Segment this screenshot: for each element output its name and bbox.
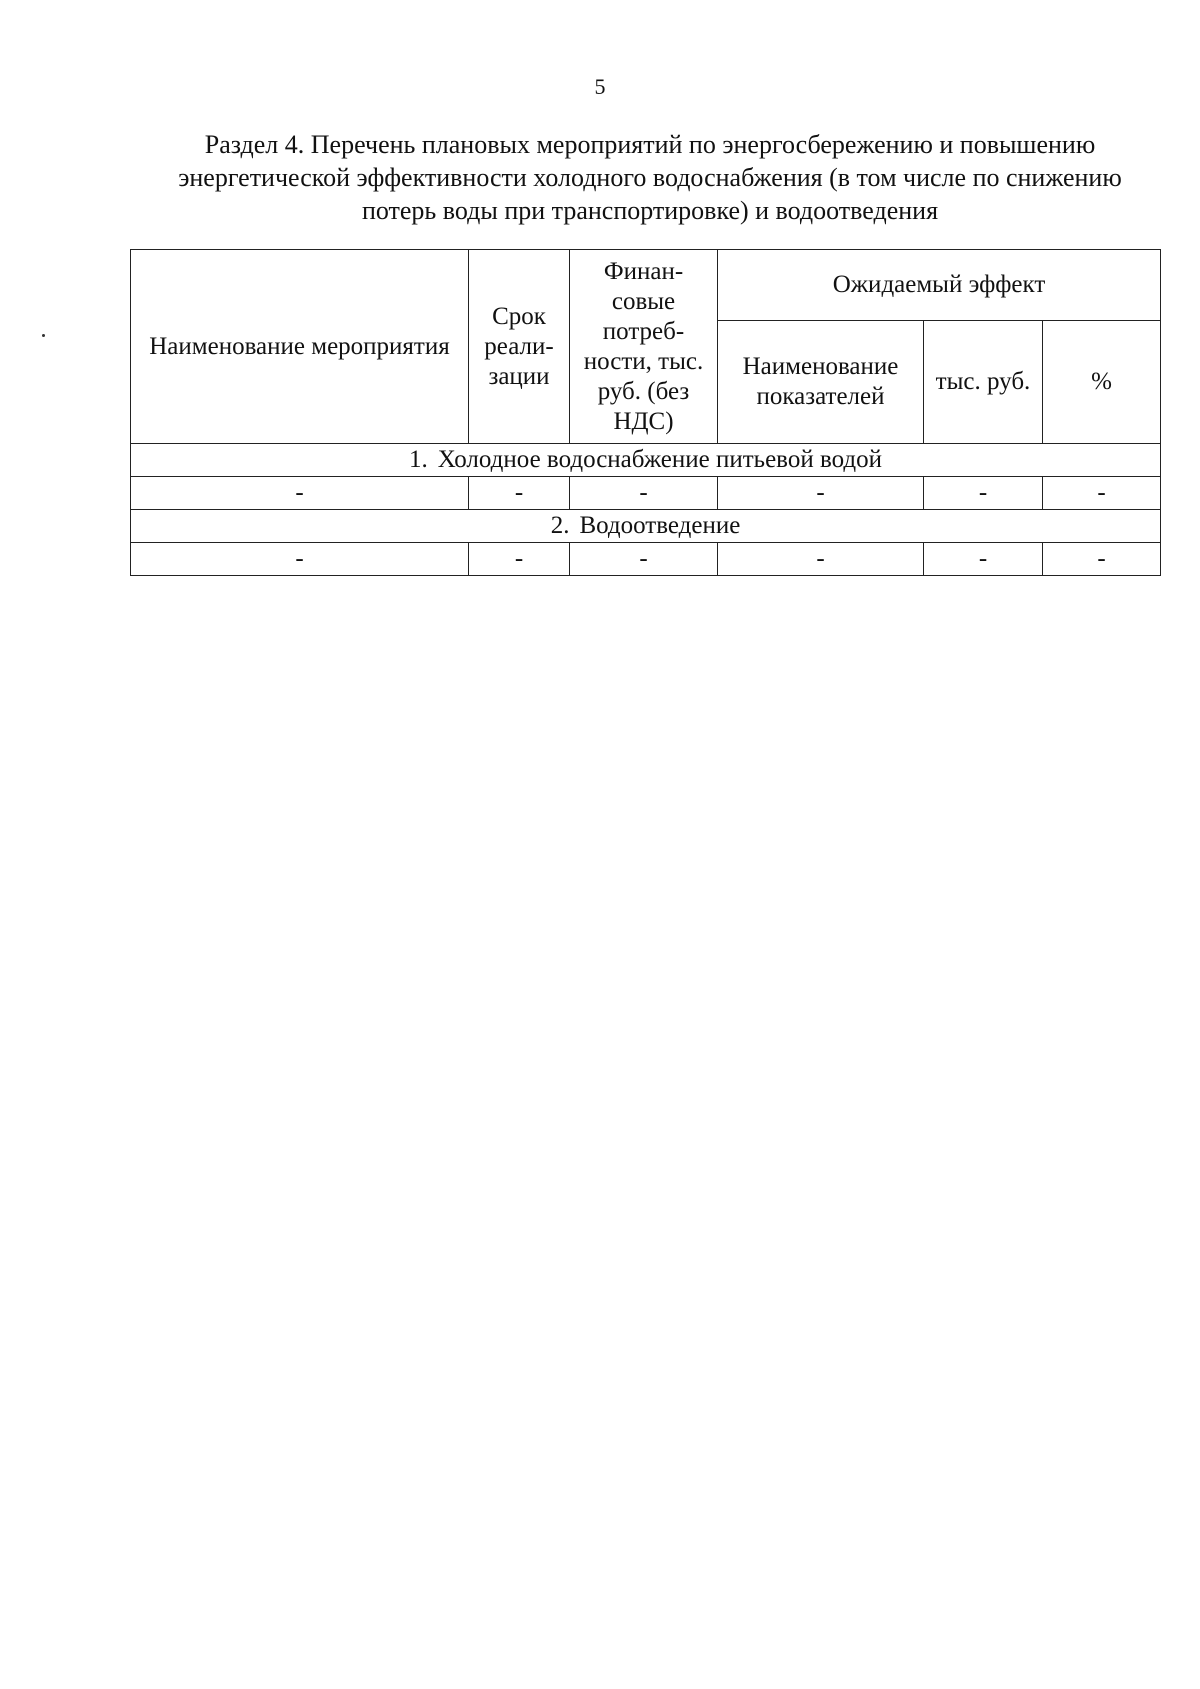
table-cell: - xyxy=(469,477,570,510)
section-number: 2. xyxy=(550,512,570,539)
table-cell: - xyxy=(469,543,570,576)
table-row xyxy=(131,543,1161,576)
table-cell: - xyxy=(718,543,924,576)
header-expected-effect xyxy=(718,250,1161,321)
section-number: 1. xyxy=(409,446,428,473)
scan-artifact-dot xyxy=(42,334,45,337)
header-finance xyxy=(570,250,718,444)
page-number: 5 xyxy=(594,74,606,99)
section-title-text: Водоотведение xyxy=(579,512,741,539)
header-expected-effect-label: Ожидаемый эффект xyxy=(832,271,1046,298)
header-percent-label: % xyxy=(1091,368,1112,395)
table-cell: - xyxy=(570,543,718,576)
measures-table xyxy=(130,249,1161,576)
table-cell: - xyxy=(924,477,1043,510)
table-cell: - xyxy=(1043,543,1161,576)
section-row-wastewater xyxy=(131,510,1161,543)
header-row-top xyxy=(131,250,1161,321)
header-measure-name xyxy=(131,250,469,444)
header-finance-label: Финан- совые потреб- ности, тыс. руб. (без НДС) xyxy=(583,257,704,435)
header-thousand-rub-label: тыс. руб. xyxy=(935,368,1031,395)
section-row-water-supply xyxy=(131,444,1161,477)
table-cell: - xyxy=(570,477,718,510)
section-title: Раздел 4. Перечень плановых мероприятий по энергосбережению и повышению энергетической эффективности холодного водоснабжения (в том числе по снижению потерь воды при транспортировке) и водоотведения xyxy=(178,130,1122,225)
header-percent xyxy=(1043,321,1161,444)
table-cell: - xyxy=(131,477,469,510)
header-measure-name-label: Наименование мероприятия xyxy=(149,332,450,360)
table-cell: - xyxy=(1043,477,1161,510)
header-indicators-label: Наименование показателей xyxy=(742,353,899,410)
table-cell: - xyxy=(131,543,469,576)
section-cell xyxy=(131,510,1161,543)
header-indicators xyxy=(718,321,924,444)
header-thousand-rub xyxy=(924,321,1043,444)
section-title-text: Холодное водоснабжение питьевой водой xyxy=(437,446,882,473)
table-cell: - xyxy=(924,543,1043,576)
table-row xyxy=(131,477,1161,510)
section-cell xyxy=(131,444,1161,477)
table-cell: - xyxy=(718,477,924,510)
header-term xyxy=(469,250,570,444)
header-term-label: Срок реали- зации xyxy=(484,302,554,390)
